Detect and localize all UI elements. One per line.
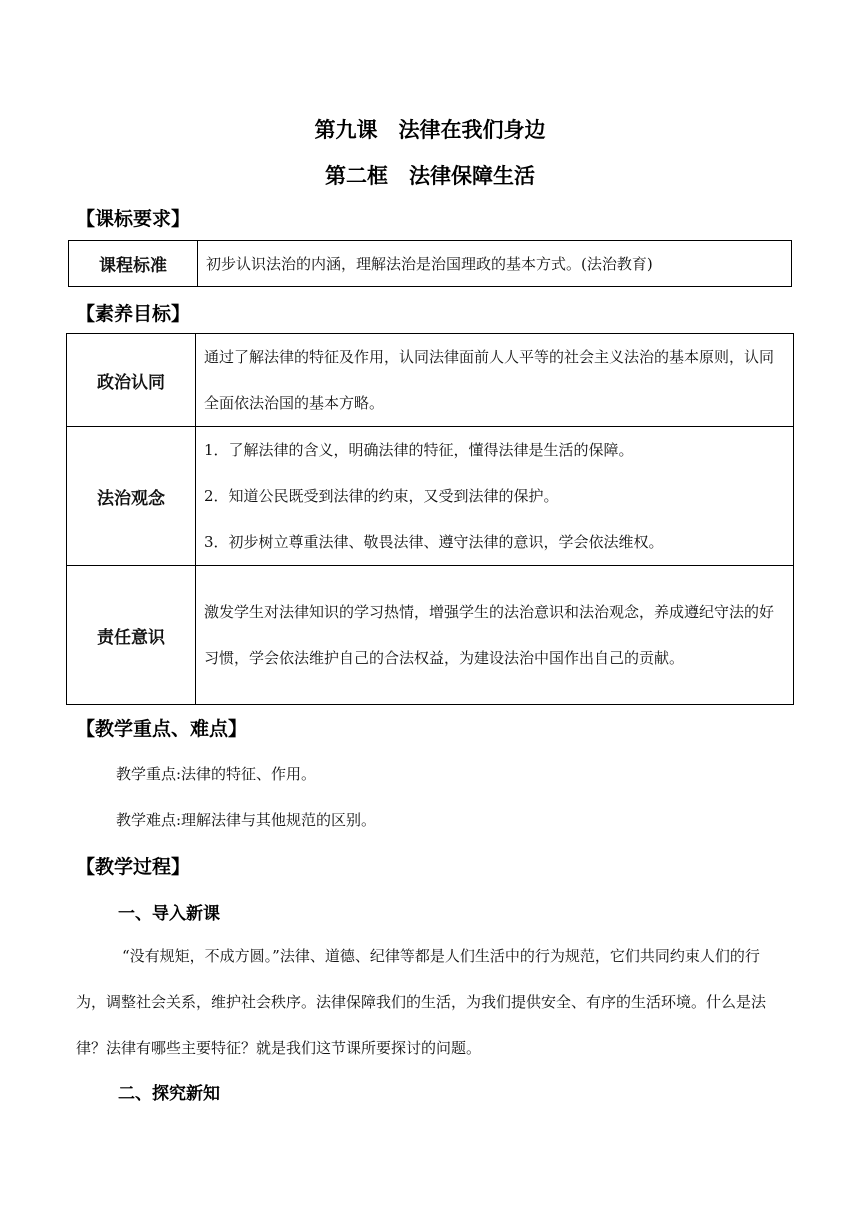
literacy-row-label: 政治认同	[67, 334, 196, 427]
literacy-row-content	[196, 566, 794, 705]
literacy-row-content	[196, 427, 794, 566]
curriculum-label: 课程标准	[69, 241, 198, 287]
curriculum-text: 初步认识法治的内涵，理解法治是治国理政的基本方式。(法治教育)	[198, 241, 792, 287]
lesson-subtitle: 第二框 法律保障生活	[325, 164, 535, 188]
teaching-difficulty: 教学难点:理解法律与其他规范的区别。	[116, 811, 377, 829]
step-intro-title: 一、导入新课	[118, 904, 220, 924]
literacy-row	[67, 566, 794, 705]
literacy-row-text: 1．了解法律的含义，明确法律的特征，懂得法律是生活的保障。	[204, 441, 634, 459]
literacy-heading: 【素养目标】	[76, 303, 191, 325]
literacy-row-text: 激发学生对法律知识的学习热情，增强学生的法治意识和法治观念，养成遵纪守法的好习惯，学会依法维护自己的合法权益，为建设法治中国作出自己的贡献。	[204, 603, 775, 667]
curriculum-table	[68, 240, 792, 287]
literacy-row-text: 2．知道公民既受到法律的约束，又受到法律的保护。	[204, 487, 559, 505]
literacy-row-content	[196, 334, 794, 427]
curriculum-heading: 【课标要求】	[76, 208, 191, 230]
process-heading: 【教学过程】	[76, 856, 191, 878]
teaching-focus: 教学重点:法律的特征、作用。	[116, 765, 317, 783]
literacy-row-text: 3．初步树立尊重法律、敬畏法律、遵守法律的意识，学会依法维权。	[204, 533, 664, 551]
lesson-title: 第九课 法律在我们身边	[314, 118, 546, 142]
literacy-table	[66, 333, 794, 705]
key-points-heading: 【教学重点、难点】	[76, 718, 248, 740]
literacy-row	[67, 427, 794, 566]
literacy-row-label: 责任意识	[67, 566, 196, 705]
literacy-row-text: 通过了解法律的特征及作用，认同法律面前人人平等的社会主义法治的基本原则，认同全面依法治国的基本方略。	[204, 348, 775, 412]
step-explore-title: 二、探究新知	[118, 1084, 220, 1104]
literacy-row	[67, 334, 794, 427]
literacy-row-label: 法治观念	[67, 427, 196, 566]
intro-paragraph: “没有规矩，不成方圆。”法律、道德、纪律等都是人们生活中的行为规范，它们共同约束人们的行为，调整社会关系，维护社会秩序。法律保障我们的生活，为我们提供安全、有序的生活环境。什么是法律？法律有哪些主要特征？就是我们这节课所要探讨的问题。	[76, 947, 767, 1057]
